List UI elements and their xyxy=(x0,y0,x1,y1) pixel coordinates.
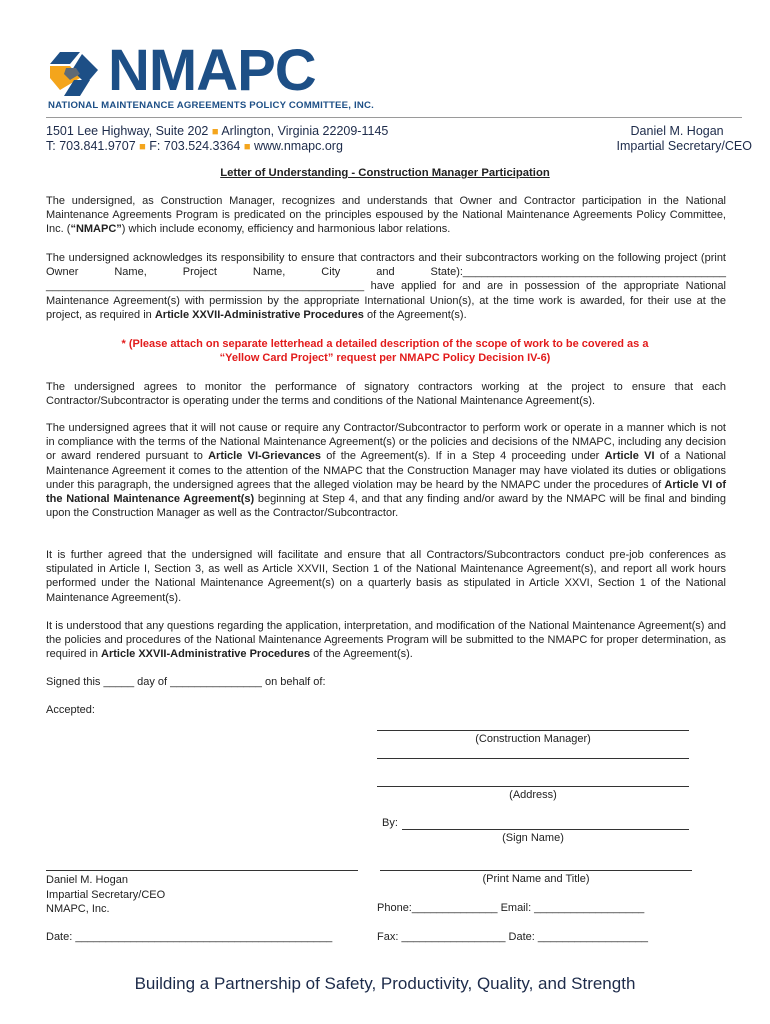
address-field-2[interactable] xyxy=(377,786,689,787)
bullet-icon: ■ xyxy=(243,141,251,153)
paragraph-text: of the Agreement(s). xyxy=(363,308,467,321)
paragraph-text: It is understood that any questions regarding the application, interpretation, and modification of the National Maintenance Agreement(s) and the policies and procedures of the National Maintenance Agreements Program will be submitted to the NMAPC for proper determination, as required in xyxy=(46,620,726,661)
header-divider xyxy=(46,117,742,118)
website-link[interactable]: www.nmapc.org xyxy=(253,139,343,153)
phone-number: T: 703.841.9707 xyxy=(46,139,136,153)
paragraph-6 xyxy=(46,619,726,662)
sign-name-field[interactable] xyxy=(402,829,689,830)
bullet-icon: ■ xyxy=(211,126,219,138)
left-signer-name: Daniel M. Hogan xyxy=(46,874,128,886)
header-signer xyxy=(617,124,752,154)
paragraph-bold: Article VI of the National Maintenance Agreement(s) xyxy=(46,478,726,506)
fax-date-line[interactable]: Fax: _________________ Date: __________________ xyxy=(377,931,648,943)
accepted-label: Accepted: xyxy=(46,704,95,716)
paragraph-5: It is further agreed that the undersigned will facilitate and ensure that all Contractors/Subcontractors conduct pre-job conferences as stipulated in Article I, Section 3, as well as Article XXVII, Section 1 of the National Maintenance Agreement(s), and report all work hours performed under the National Maintenance Agreement(s) on a quarterly basis as stipulated in Article XXVI, Section 1 of the National Maintenance Agreement(s). xyxy=(46,549,726,604)
paragraph-bold: “NMAPC” xyxy=(70,223,122,236)
address-field-1[interactable] xyxy=(377,758,689,759)
note-line-2: “Yellow Card Project” request per NMAPC Policy Decision IV-6) xyxy=(219,352,551,365)
left-signer-title: Impartial Secretary/CEO xyxy=(46,888,166,901)
paragraph-bold: Article VI xyxy=(604,450,655,463)
sign-name-label: (Sign Name) xyxy=(502,832,564,844)
yellow-card-note xyxy=(60,337,710,365)
paragraph-4 xyxy=(46,421,726,520)
paragraph-text: The undersigned agrees that it will not cause or require any Contractor/Subcontractor to perform work or operate in a manner which is not in compliance with the terms of the National Maintenance Agreement(s) or the policies and decisions of the NMAPC, including any decision or award rendered pursuant to xyxy=(46,422,726,463)
city-address: Arlington, Virginia 22209-1145 xyxy=(221,124,389,138)
header-signer-name: Daniel M. Hogan xyxy=(630,124,724,138)
print-name-field[interactable] xyxy=(380,870,692,871)
paragraph-text: of a National Maintenance Agreement it comes to the attention of the NMAPC that the Construction Manager may have violated its duties or obligations under this paragraph, the undersigned agrees that the alleged violation may be heard by the NMAPC under the procedures of xyxy=(46,450,726,491)
paragraph-1 xyxy=(46,194,726,237)
paragraph-3: The undersigned agrees to monitor the performance of signatory contractors working at the project to ensure that each Contractor/Subcontractor is operating under the terms and conditions of the National Maintenance Agreement(s). xyxy=(46,381,726,408)
contact-address xyxy=(46,124,388,140)
by-label: By: xyxy=(382,817,398,829)
left-signature-field[interactable] xyxy=(46,870,358,871)
fax-number: F: 703.524.3364 xyxy=(149,139,241,153)
left-date-line[interactable]: Date: __________________________________________ xyxy=(46,931,333,943)
paragraph-bold: Article VI-Grievances xyxy=(208,450,321,463)
logo-mark-icon xyxy=(46,50,102,100)
paragraph-bold: Article XXVII-Administrative Procedures xyxy=(154,308,364,321)
address-label: (Address) xyxy=(509,789,557,801)
phone-email-line[interactable]: Phone:______________ Email: __________________ xyxy=(377,902,645,914)
signed-line[interactable]: Signed this _____ day of _______________ on behalf of: xyxy=(46,676,326,688)
paragraph-text: beginning at Step 4, and that any finding and/or award by the NMAPC will be final and binding upon the Construction Manager as well as the Contractor/Subcontractor. xyxy=(46,493,726,520)
paragraph-text: of the Agreement(s). xyxy=(310,648,413,661)
bullet-icon: ■ xyxy=(139,141,146,153)
print-name-label: (Print Name and Title) xyxy=(482,873,590,885)
note-line-1: * (Please attach on separate letterhead a detailed description of the scope of work to be covered as a xyxy=(121,338,649,350)
nmapc-logo xyxy=(46,38,376,116)
paragraph-text: of the Agreement(s). If in a Step 4 proceeding under xyxy=(321,450,605,463)
paragraph-text: ) which include economy, efficiency and harmonious labor relations. xyxy=(121,223,451,236)
paragraph-text: The undersigned acknowledges its responsibility to ensure that contractors and their subcontractors working on the following project (print Owner Name, Project Name, City and State):___________________________________________ ____________________________________________________ have applied for and are in possession of the appropriate National Maintenance Agreement(s) with permission by the appropriate International Union(s), at the time work is awarded, for their use at the project, as required in xyxy=(46,252,726,321)
construction-manager-label: (Construction Manager) xyxy=(475,733,591,745)
paragraph-2 xyxy=(46,251,726,322)
footer-tagline: Building a Partnership of Safety, Productivity, Quality, and Strength xyxy=(134,974,636,993)
brand-name: NMAPC xyxy=(108,38,316,103)
street-address: 1501 Lee Highway, Suite 202 xyxy=(46,124,209,138)
paragraph-bold: Article XXVII-Administrative Procedures xyxy=(101,648,311,661)
header-signer-title: Impartial Secretary/CEO xyxy=(616,139,752,153)
contact-numbers xyxy=(46,139,343,155)
paragraph-text: The undersigned, as Construction Manager, recognizes and understands that Owner and Contractor participation in the National Maintenance Agreements Program is predicated on the principles espoused by the National Maintenance Agreements Policy Committee, Inc. ( xyxy=(46,195,726,236)
left-signer-org: NMAPC, Inc. xyxy=(46,903,110,915)
committee-name: NATIONAL MAINTENANCE AGREEMENTS POLICY COMMITTEE, INC. xyxy=(48,100,374,111)
construction-manager-field[interactable] xyxy=(377,730,689,731)
left-signer-block xyxy=(46,873,165,917)
document-title: Letter of Understanding - Construction Manager Participation xyxy=(220,167,550,179)
